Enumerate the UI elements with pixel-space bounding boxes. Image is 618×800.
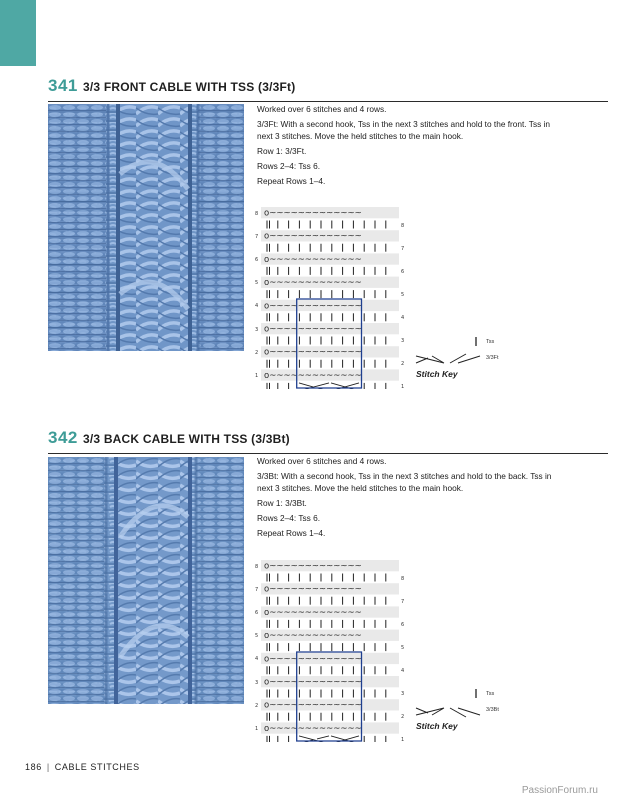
row-label: 5 bbox=[401, 645, 405, 651]
return-pass-symbol: o~~~~~~~~~~~~~ bbox=[264, 631, 362, 642]
chart-grid bbox=[255, 207, 405, 389]
row-label: 4 bbox=[255, 303, 259, 309]
key-label: Tss bbox=[486, 339, 495, 345]
row-label: 7 bbox=[255, 234, 259, 240]
cable-symbol-icon bbox=[416, 708, 480, 717]
chapter-tab bbox=[0, 0, 36, 66]
row-label: 7 bbox=[401, 246, 405, 252]
stitch-key-342 bbox=[414, 688, 524, 736]
row-label: 7 bbox=[255, 587, 259, 593]
stitch-chart-341 bbox=[255, 207, 405, 389]
return-pass-symbol: o~~~~~~~~~~~~~ bbox=[264, 561, 362, 572]
header-rule bbox=[48, 453, 608, 454]
row-label: 6 bbox=[255, 257, 259, 263]
row-label: 3 bbox=[401, 338, 405, 344]
section-name: CABLE STITCHES bbox=[54, 762, 140, 772]
return-pass-symbol: o~~~~~~~~~~~~~ bbox=[264, 654, 362, 665]
crochet-swatch-image bbox=[48, 457, 244, 704]
watermark: PassionForum.ru bbox=[521, 785, 598, 796]
page-number: 186 bbox=[25, 762, 42, 772]
return-pass-symbol: o~~~~~~~~~~~~~ bbox=[264, 370, 362, 381]
row-label: 4 bbox=[401, 668, 405, 674]
key-label: 3/3Bt bbox=[486, 707, 499, 713]
instruction-line: 3/3Ft: With a second hook, Tss in the next 3 stitches and hold to the front. Tss in next 3 stitches. Move the held stitches to the main hook. bbox=[257, 118, 551, 142]
row-label: 8 bbox=[401, 223, 405, 229]
row-label: 5 bbox=[401, 292, 405, 298]
stitch-key-title: Stitch Key bbox=[416, 721, 458, 731]
return-pass-symbol: o~~~~~~~~~~~~~ bbox=[264, 278, 362, 289]
return-pass-symbol: o~~~~~~~~~~~~~ bbox=[264, 231, 362, 242]
return-pass-symbol: o~~~~~~~~~~~~~ bbox=[264, 677, 362, 688]
stitch-header-341 bbox=[48, 70, 608, 96]
swatch-photo-342 bbox=[48, 457, 244, 704]
return-pass-symbol: o~~~~~~~~~~~~~ bbox=[264, 700, 362, 711]
instruction-line: Repeat Rows 1–4. bbox=[257, 175, 326, 186]
key-label: 3/3Ft bbox=[486, 355, 499, 361]
return-pass-symbol: o~~~~~~~~~~~~~ bbox=[264, 254, 362, 265]
stitch-title: 3/3 FRONT CABLE WITH TSS (3/3Ft) bbox=[83, 80, 296, 94]
stitch-key-341 bbox=[414, 336, 524, 384]
cable-symbol-icon bbox=[416, 354, 480, 363]
row-label: 7 bbox=[401, 599, 405, 605]
swatch-photo-341 bbox=[48, 104, 244, 351]
row-label: 1 bbox=[255, 373, 259, 379]
row-label: 2 bbox=[255, 350, 259, 356]
row-label: 8 bbox=[255, 564, 259, 570]
row-label: 6 bbox=[401, 622, 405, 628]
footer-separator: | bbox=[46, 762, 50, 772]
row-label: 6 bbox=[255, 610, 259, 616]
instructions-341 bbox=[257, 103, 557, 190]
instruction-line: 3/3Bt: With a second hook, Tss in the next 3 stitches and hold to the back. Tss in next 3 stitches. Move the held stitches to the main hook. bbox=[257, 470, 552, 494]
stitch-header-342 bbox=[48, 422, 608, 448]
row-label: 1 bbox=[255, 726, 259, 732]
page-footer bbox=[25, 762, 140, 772]
return-pass-symbol: o~~~~~~~~~~~~~ bbox=[264, 607, 362, 618]
row-label: 8 bbox=[255, 211, 259, 217]
key-label: Tss bbox=[486, 691, 495, 697]
stitch-title: 3/3 BACK CABLE WITH TSS (3/3Bt) bbox=[83, 432, 290, 446]
return-pass-symbol: o~~~~~~~~~~~~~ bbox=[264, 584, 362, 595]
row-label: 2 bbox=[255, 703, 259, 709]
row-label: 5 bbox=[255, 280, 259, 286]
row-label: 2 bbox=[401, 361, 405, 367]
stitch-number: 342 bbox=[48, 428, 78, 447]
instruction-line: Row 1: 3/3Ft. bbox=[257, 145, 307, 156]
row-label: 3 bbox=[255, 680, 259, 686]
instruction-line: Worked over 6 stitches and 4 rows. bbox=[257, 456, 387, 466]
return-pass-symbol: o~~~~~~~~~~~~~ bbox=[264, 347, 362, 358]
row-label: 3 bbox=[255, 327, 259, 333]
chart-grid bbox=[255, 560, 405, 742]
row-label: 2 bbox=[401, 714, 405, 720]
instruction-line: Row 1: 3/3Bt. bbox=[257, 497, 307, 508]
row-label: 1 bbox=[401, 384, 405, 389]
return-pass-symbol: o~~~~~~~~~~~~~ bbox=[264, 324, 362, 335]
instruction-line: Rows 2–4: Tss 6. bbox=[257, 512, 321, 523]
stitch-chart-342 bbox=[255, 560, 405, 742]
stitch-key-title: Stitch Key bbox=[416, 369, 458, 379]
row-label: 3 bbox=[401, 691, 405, 697]
instruction-line: Rows 2–4: Tss 6. bbox=[257, 160, 321, 171]
crochet-swatch-image bbox=[48, 104, 244, 351]
instructions-342 bbox=[257, 455, 557, 542]
row-label: 4 bbox=[255, 656, 259, 662]
row-label: 5 bbox=[255, 633, 259, 639]
header-rule bbox=[48, 101, 608, 102]
instruction-line: Repeat Rows 1–4. bbox=[257, 527, 326, 538]
row-label: 1 bbox=[401, 737, 405, 742]
return-pass-symbol: o~~~~~~~~~~~~~ bbox=[264, 301, 362, 312]
stitch-number: 341 bbox=[48, 76, 78, 95]
return-pass-symbol: o~~~~~~~~~~~~~ bbox=[264, 723, 362, 734]
instruction-line: Worked over 6 stitches and 4 rows. bbox=[257, 104, 387, 114]
row-label: 6 bbox=[401, 269, 405, 275]
return-pass-symbol: o~~~~~~~~~~~~~ bbox=[264, 208, 362, 219]
row-label: 4 bbox=[401, 315, 405, 321]
row-label: 8 bbox=[401, 576, 405, 582]
